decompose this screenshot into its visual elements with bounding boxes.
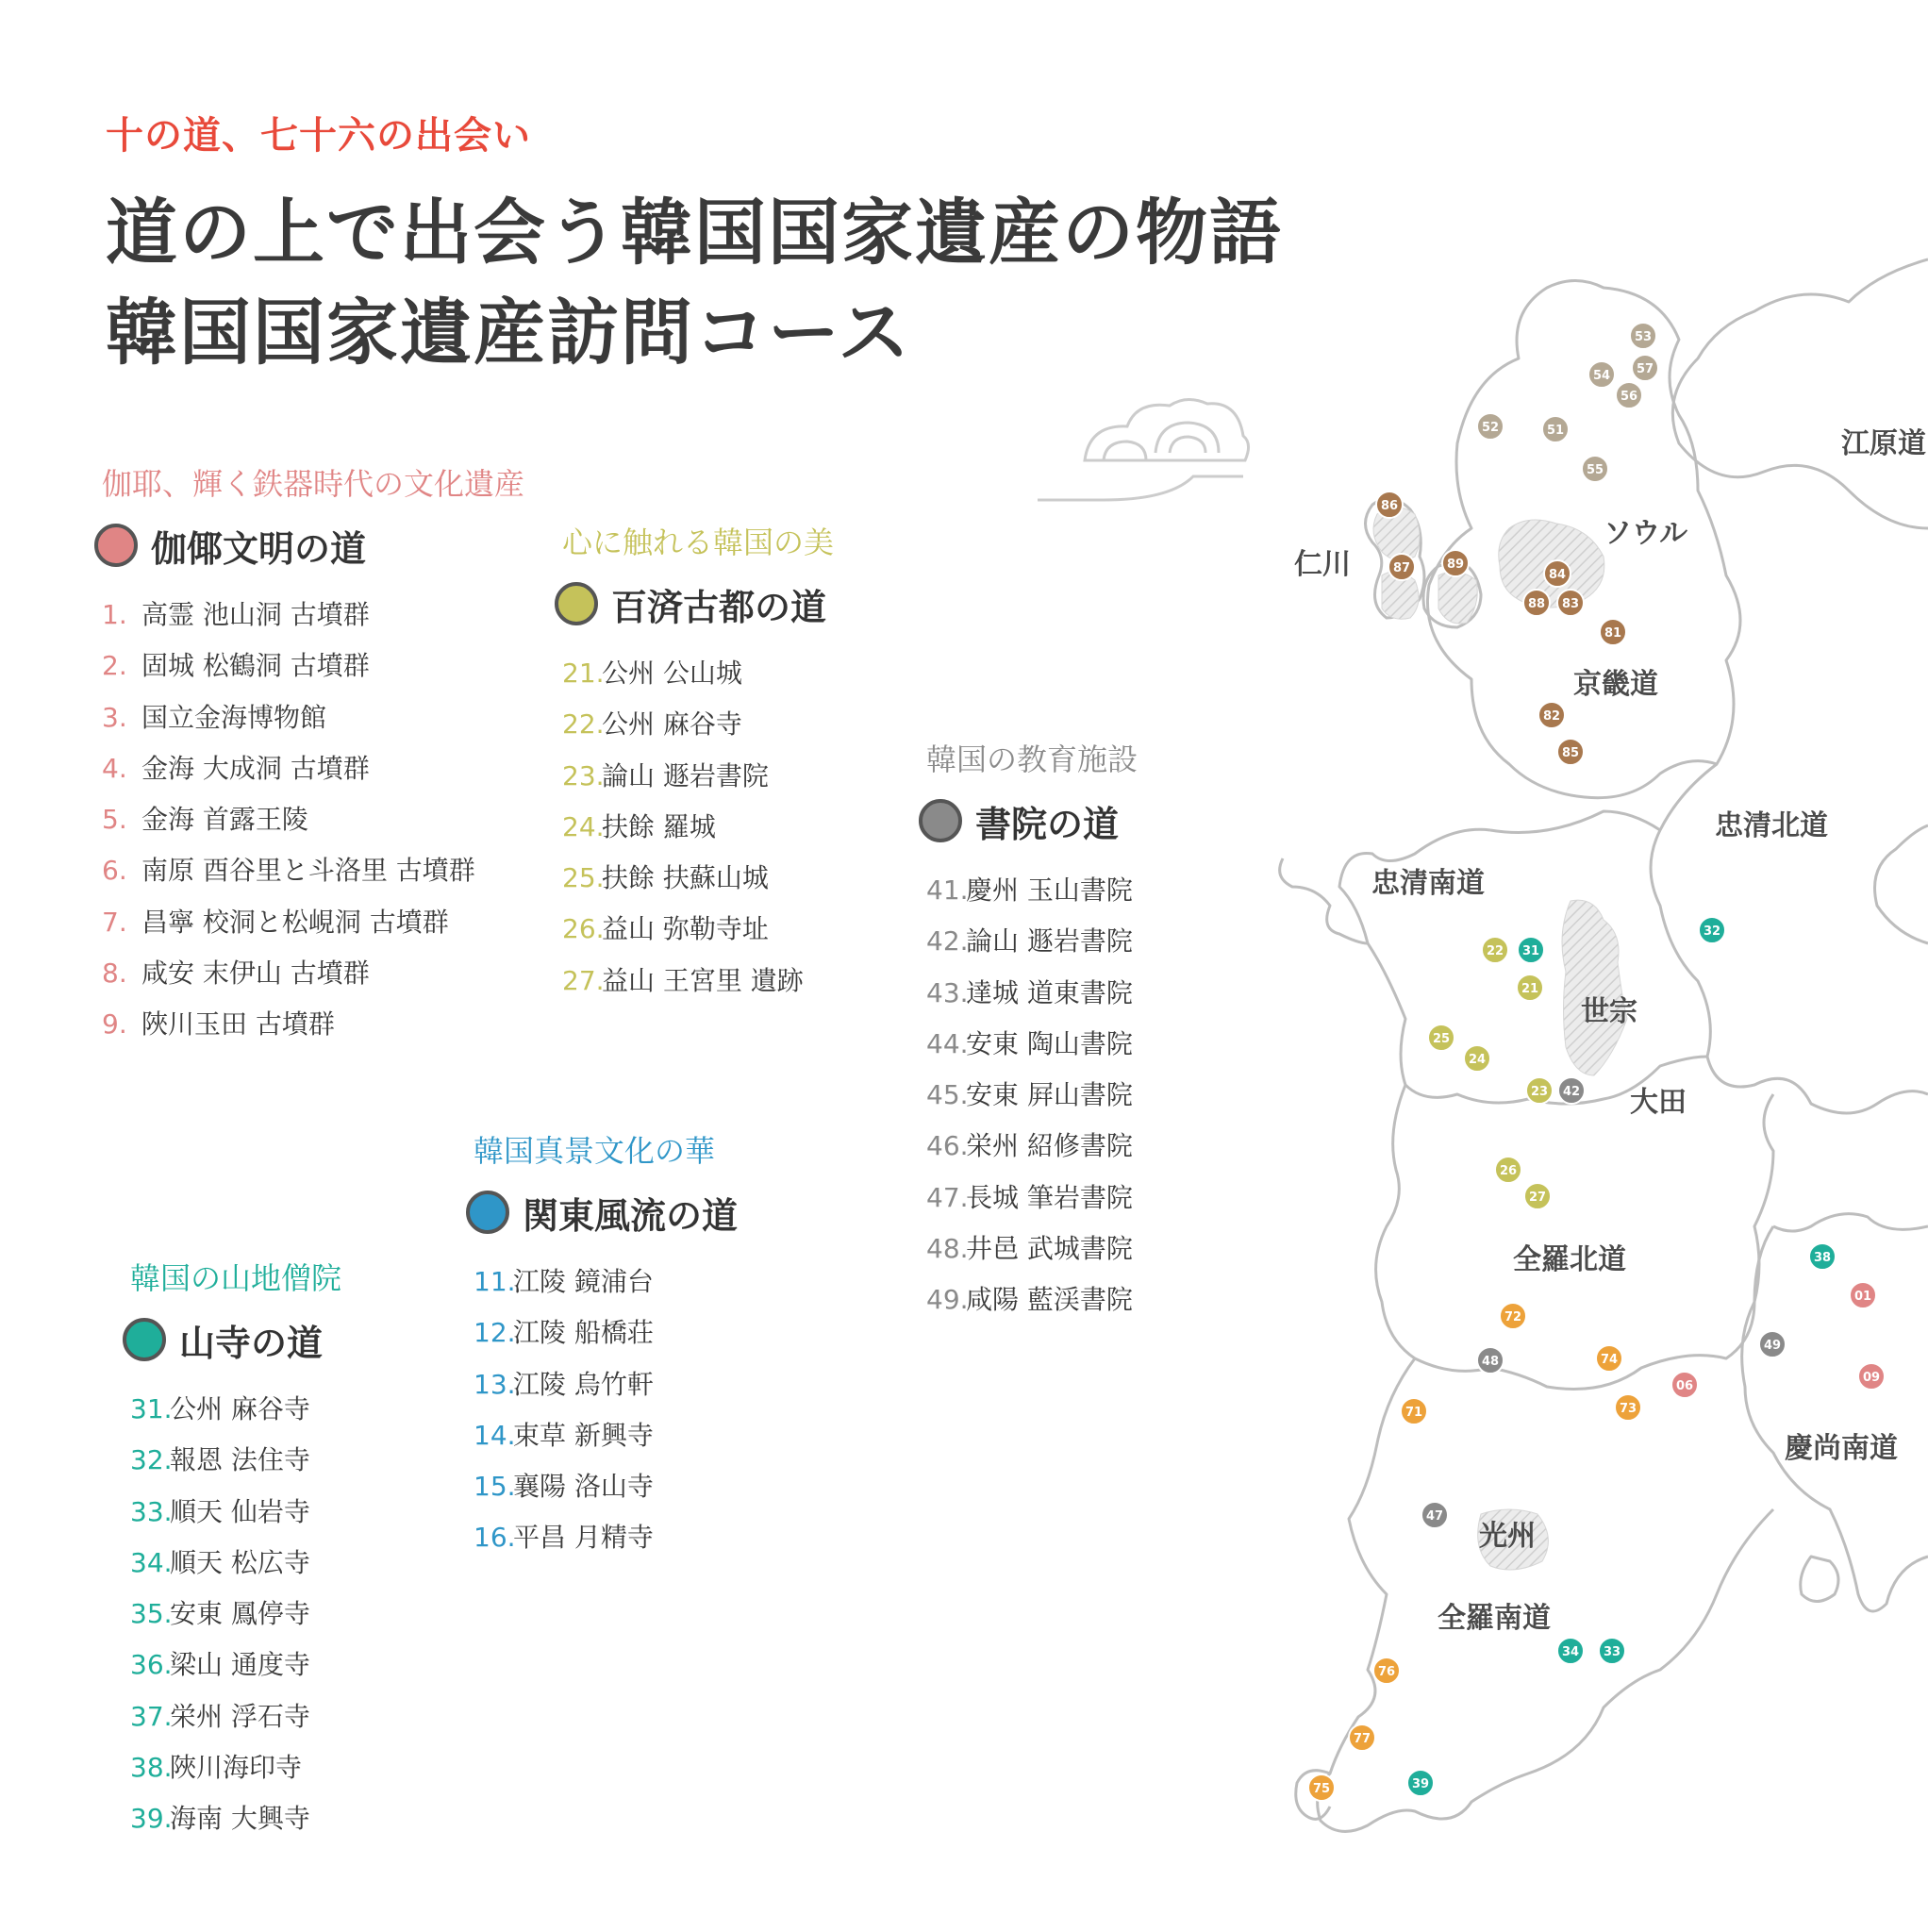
site-marker-label: 06 (1675, 1379, 1694, 1393)
site-marker-89[interactable] (1442, 550, 1469, 576)
route-name: 伽倻文明の道 (151, 527, 367, 570)
site-number: 24. (562, 810, 605, 842)
cloud-ornament (1038, 399, 1249, 500)
incheon-area-east (1438, 572, 1477, 624)
site-name: 慶州 玉山書院 (966, 874, 1133, 906)
site-marker-label: 82 (1542, 709, 1561, 724)
site-list-item (130, 1798, 341, 1849)
site-marker-47[interactable] (1421, 1502, 1448, 1528)
site-name: 報恩 法住寺 (170, 1444, 310, 1476)
site-marker-label: 33 (1603, 1645, 1621, 1659)
site-number: 35. (130, 1598, 173, 1630)
site-marker-26[interactable] (1495, 1157, 1521, 1183)
site-name: 安東 鳳停寺 (170, 1598, 310, 1630)
site-list-item (562, 858, 834, 908)
site-name: 扶餘 羅城 (602, 810, 716, 842)
site-marker-88[interactable] (1523, 590, 1550, 616)
site-list-item (926, 1024, 1138, 1074)
route-color-dot-icon (466, 1191, 509, 1234)
site-name: 咸陽 藍渓書院 (966, 1284, 1133, 1316)
site-marker-label: 86 (1380, 499, 1399, 513)
site-name: 陜川玉田 古墳群 (141, 1008, 335, 1041)
site-marker-87[interactable] (1388, 554, 1415, 580)
site-marker-label: 71 (1404, 1406, 1423, 1420)
legend-group-gaya (102, 460, 524, 1056)
legend-subtitle: 心に触れる韓国の美 (562, 525, 835, 560)
site-list-item (102, 748, 524, 799)
site-name: 公州 麻谷寺 (170, 1393, 310, 1424)
site-marker-label: 51 (1546, 424, 1565, 438)
site-list-item (926, 870, 1138, 921)
site-marker-label: 57 (1636, 362, 1654, 376)
site-name: 長城 筆岩書院 (966, 1181, 1133, 1213)
site-number: 25. (562, 862, 605, 894)
site-list-item (102, 594, 524, 645)
site-list-item (926, 1125, 1138, 1176)
site-list-item (562, 756, 834, 807)
site-list-item (102, 697, 524, 748)
site-marker-25[interactable] (1428, 1024, 1454, 1051)
site-name: 南原 酉谷里と斗洛里 古墳群 (141, 855, 475, 887)
route-site-list (926, 870, 1138, 1331)
site-name: 安東 陶山書院 (966, 1027, 1133, 1059)
sejong-area (1562, 900, 1627, 1075)
site-number: 32. (130, 1444, 173, 1476)
site-list-item (474, 1312, 738, 1363)
site-number: 43. (926, 976, 969, 1008)
site-marker-74[interactable] (1596, 1345, 1622, 1372)
route-site-list (562, 653, 834, 1011)
site-name: 栄州 浮石寺 (170, 1700, 310, 1732)
site-marker-label: 09 (1862, 1371, 1881, 1385)
site-number: 14. (474, 1419, 516, 1451)
site-marker-06[interactable] (1671, 1372, 1698, 1398)
site-name: 栄州 紹修書院 (966, 1130, 1133, 1162)
site-marker-label: 22 (1486, 944, 1504, 958)
site-number: 8. (102, 958, 127, 990)
site-name: 安東 屛山書院 (966, 1079, 1133, 1111)
legend-subtitle: 韓国の教育施設 (926, 741, 1139, 777)
site-marker-31[interactable] (1518, 937, 1544, 963)
site-marker-71[interactable] (1401, 1398, 1427, 1424)
site-marker-label: 25 (1432, 1032, 1451, 1046)
site-marker-75[interactable] (1308, 1774, 1335, 1801)
site-marker-label: 01 (1853, 1290, 1872, 1304)
site-list-item (130, 1696, 341, 1747)
site-number: 38. (130, 1752, 173, 1784)
legend-group-sansa (130, 1255, 341, 1850)
site-number: 37. (130, 1700, 173, 1732)
region-label-jeonnam: 全羅南道 (1438, 1602, 1551, 1635)
site-name: 平昌 月精寺 (513, 1522, 654, 1554)
route-site-list (130, 1389, 341, 1850)
site-marker-label: 48 (1481, 1355, 1500, 1369)
site-list-item (562, 704, 834, 755)
site-name: 公州 公山城 (602, 658, 742, 689)
site-list-item (130, 1389, 341, 1440)
legend-subtitle: 韓国真景文化の華 (474, 1133, 716, 1169)
site-name: 襄陽 洛山寺 (513, 1471, 654, 1503)
site-number: 21. (562, 658, 605, 689)
site-marker-56[interactable] (1616, 382, 1642, 408)
region-label-gyeongnam: 慶尚南道 (1785, 1432, 1898, 1465)
site-number: 31. (130, 1393, 173, 1424)
site-name: 江陵 鏡浦台 (513, 1266, 654, 1297)
site-marker-33[interactable] (1599, 1638, 1625, 1664)
region-label-incheon: 仁川 (1294, 548, 1351, 581)
site-number: 9. (102, 1008, 127, 1041)
site-number: 49. (926, 1284, 969, 1316)
site-name: 江陵 船橋荘 (513, 1317, 654, 1349)
site-marker-label: 87 (1392, 561, 1411, 575)
site-marker-81[interactable] (1600, 619, 1626, 645)
site-list-item (130, 1542, 341, 1593)
region-label-seoul: ソウル (1604, 517, 1688, 550)
site-marker-label: 27 (1528, 1191, 1547, 1205)
site-number: 44. (926, 1027, 969, 1059)
site-marker-label: 47 (1425, 1509, 1444, 1524)
legend-group-seowon (926, 736, 1138, 1331)
route-name: 書院の道 (975, 803, 1120, 845)
site-list-item (130, 1644, 341, 1695)
site-name: 高霊 池山洞 古墳群 (141, 599, 370, 630)
site-name: 海南 大興寺 (170, 1803, 310, 1835)
site-name: 咸安 末伊山 古墳群 (141, 958, 370, 990)
site-name: 梁山 通度寺 (170, 1649, 310, 1681)
site-marker-label: 34 (1561, 1645, 1580, 1659)
site-list-item (926, 1279, 1138, 1330)
site-marker-54[interactable] (1588, 361, 1615, 388)
legend-route-heading (555, 575, 834, 632)
site-marker-label: 31 (1521, 944, 1540, 958)
legend-subtitle: 伽耶、輝く鉄器時代の文化遺産 (102, 466, 525, 502)
site-marker-label: 38 (1813, 1251, 1832, 1265)
site-marker-label: 53 (1634, 330, 1653, 344)
site-list-item (926, 921, 1138, 972)
site-marker-77[interactable] (1349, 1724, 1375, 1751)
site-number: 3. (102, 701, 127, 733)
site-list-item (562, 807, 834, 858)
site-marker-label: 75 (1312, 1782, 1331, 1796)
site-list-item (130, 1491, 341, 1542)
site-number: 16. (474, 1522, 516, 1554)
site-number: 5. (102, 804, 127, 836)
site-marker-83[interactable] (1557, 590, 1584, 616)
site-name: 順天 仙岩寺 (170, 1495, 310, 1527)
region-label-sejong: 世宗 (1581, 995, 1637, 1028)
site-marker-label: 56 (1620, 390, 1638, 404)
site-number: 46. (926, 1130, 969, 1162)
legend-group-gwandong (474, 1127, 738, 1569)
site-list-item (562, 960, 834, 1011)
site-list-item (102, 645, 524, 696)
site-marker-label: 23 (1530, 1085, 1549, 1099)
legend-route-heading (94, 517, 524, 574)
site-marker-label: 55 (1586, 463, 1604, 477)
site-marker-label: 89 (1446, 558, 1465, 572)
route-color-dot-icon (919, 799, 962, 842)
site-list-item (926, 1228, 1138, 1279)
site-marker-52[interactable] (1477, 413, 1504, 440)
site-number: 13. (474, 1368, 516, 1400)
site-list-item (474, 1466, 738, 1517)
site-number: 39. (130, 1803, 173, 1835)
page-kicker: 十の道、七十六の出会い (106, 114, 531, 158)
site-marker-39[interactable] (1407, 1770, 1434, 1796)
page-subtitle: 韓国国家遺産訪問コース (106, 291, 912, 375)
site-marker-label: 81 (1604, 626, 1622, 641)
site-number: 4. (102, 752, 127, 784)
site-name: 江陵 烏竹軒 (513, 1368, 654, 1400)
site-marker-32[interactable] (1699, 917, 1725, 943)
legend-subtitle: 韓国の山地僧院 (130, 1260, 342, 1296)
site-list-item (562, 653, 834, 704)
site-list-item (130, 1593, 341, 1644)
site-list-item (926, 1177, 1138, 1228)
site-number: 48. (926, 1233, 969, 1265)
site-marker-49[interactable] (1759, 1331, 1786, 1357)
site-marker-label: 72 (1504, 1310, 1522, 1324)
site-number: 7. (102, 906, 127, 938)
region-label-chungbuk: 忠清北道 (1715, 809, 1828, 842)
site-name: 束草 新興寺 (513, 1419, 654, 1451)
site-marker-label: 21 (1521, 982, 1539, 996)
site-list-item (474, 1364, 738, 1415)
site-marker-55[interactable] (1582, 456, 1608, 482)
site-number: 26. (562, 913, 605, 945)
site-marker-73[interactable] (1615, 1394, 1641, 1421)
site-number: 36. (130, 1649, 173, 1681)
site-marker-48[interactable] (1477, 1347, 1504, 1374)
site-name: 井邑 武城書院 (966, 1233, 1133, 1265)
route-name: 関東風流の道 (523, 1194, 739, 1237)
site-number: 41. (926, 874, 969, 906)
site-marker-38[interactable] (1809, 1243, 1836, 1270)
site-list-item (926, 1074, 1138, 1125)
site-marker-85[interactable] (1557, 739, 1584, 765)
route-color-dot-icon (555, 582, 598, 625)
site-number: 45. (926, 1079, 969, 1111)
site-name: 金海 首露王陵 (141, 804, 308, 836)
route-color-dot-icon (94, 524, 138, 567)
legend-route-heading (123, 1311, 341, 1368)
site-name: 論山 遯岩書院 (966, 925, 1133, 958)
site-name: 公州 麻谷寺 (602, 708, 742, 741)
route-name: 百済古都の道 (611, 586, 827, 628)
site-number: 15. (474, 1471, 516, 1503)
site-list-item (130, 1440, 341, 1491)
region-label-gwangju: 光州 (1479, 1520, 1536, 1553)
site-number: 6. (102, 855, 127, 887)
site-marker-label: 32 (1703, 924, 1721, 939)
site-marker-42[interactable] (1558, 1077, 1585, 1104)
site-number: 2. (102, 650, 127, 682)
site-marker-57[interactable] (1632, 355, 1658, 381)
site-number: 33. (130, 1495, 173, 1527)
site-list-item (562, 908, 834, 959)
site-marker-label: 39 (1411, 1777, 1430, 1791)
route-site-list (102, 594, 524, 1056)
site-name: 扶餘 扶蘇山城 (602, 862, 769, 894)
site-marker-34[interactable] (1557, 1638, 1584, 1664)
site-number: 27. (562, 964, 605, 996)
site-number: 42. (926, 925, 969, 958)
site-marker-22[interactable] (1482, 937, 1508, 963)
legend-route-heading (466, 1184, 738, 1241)
site-name: 益山 王宮里 遺跡 (602, 964, 804, 996)
site-number: 34. (130, 1546, 173, 1578)
site-list-item (130, 1747, 341, 1798)
region-label-daejeon: 大田 (1630, 1086, 1687, 1119)
site-name: 国立金海博物館 (141, 701, 327, 733)
site-list-item (474, 1415, 738, 1466)
site-name: 順天 松広寺 (170, 1546, 310, 1578)
site-marker-label: 26 (1499, 1164, 1518, 1178)
site-number: 11. (474, 1266, 516, 1297)
legend-route-heading (919, 792, 1138, 849)
route-color-dot-icon (123, 1318, 166, 1361)
site-marker-label: 77 (1353, 1732, 1371, 1746)
site-list-item (926, 973, 1138, 1024)
page-title: 道の上で出会う韓国国家遺産の物語 (106, 191, 1283, 275)
site-number: 1. (102, 599, 127, 630)
site-marker-label: 73 (1619, 1402, 1637, 1416)
site-name: 益山 弥勒寺址 (602, 913, 769, 945)
site-marker-label: 54 (1592, 369, 1611, 383)
site-number: 22. (562, 708, 605, 741)
site-marker-label: 85 (1561, 746, 1580, 760)
site-number: 23. (562, 759, 605, 791)
site-marker-51[interactable] (1542, 416, 1569, 442)
route-site-list (474, 1261, 738, 1569)
site-marker-01[interactable] (1850, 1282, 1876, 1308)
site-name: 陜川海印寺 (170, 1752, 303, 1784)
site-list-item (474, 1261, 738, 1312)
legend-group-baekje (562, 519, 834, 1011)
site-marker-23[interactable] (1526, 1077, 1553, 1104)
site-marker-label: 84 (1548, 568, 1567, 582)
site-marker-label: 49 (1763, 1339, 1782, 1353)
site-name: 金海 大成洞 古墳群 (141, 752, 370, 784)
site-list-item (102, 850, 524, 901)
site-list-item (102, 799, 524, 850)
site-name: 昌寧 校洞と松峴洞 古墳群 (141, 906, 449, 938)
site-marker-label: 42 (1562, 1085, 1581, 1099)
site-marker-label: 83 (1561, 597, 1580, 611)
site-list-item (102, 953, 524, 1004)
site-marker-27[interactable] (1524, 1183, 1551, 1209)
site-list-item (474, 1517, 738, 1568)
site-marker-label: 52 (1481, 421, 1500, 435)
region-label-chungnam: 忠清南道 (1371, 867, 1485, 900)
site-name: 達城 道東書院 (966, 976, 1133, 1008)
site-marker-09[interactable] (1858, 1363, 1885, 1390)
site-list-item (102, 902, 524, 953)
site-marker-label: 24 (1468, 1053, 1487, 1067)
site-marker-86[interactable] (1376, 491, 1403, 518)
site-marker-76[interactable] (1373, 1657, 1400, 1684)
region-label-gyeonggi: 京畿道 (1573, 668, 1658, 701)
site-number: 47. (926, 1181, 969, 1213)
site-marker-label: 88 (1527, 597, 1546, 611)
route-name: 山寺の道 (179, 1322, 324, 1364)
site-marker-label: 76 (1377, 1665, 1396, 1679)
site-list-item (102, 1004, 524, 1055)
site-name: 論山 遯岩書院 (602, 759, 769, 791)
site-name: 固城 松鶴洞 古墳群 (141, 650, 370, 682)
site-marker-72[interactable] (1500, 1303, 1526, 1329)
site-marker-24[interactable] (1464, 1045, 1490, 1072)
site-marker-53[interactable] (1630, 323, 1656, 349)
site-marker-84[interactable] (1544, 560, 1571, 587)
region-label-gangwon: 江原道 (1841, 427, 1926, 460)
site-marker-label: 74 (1600, 1353, 1619, 1367)
region-label-jeonbuk: 全羅北道 (1513, 1243, 1626, 1276)
site-number: 12. (474, 1317, 516, 1349)
site-marker-21[interactable] (1517, 974, 1543, 1001)
site-marker-82[interactable] (1538, 702, 1565, 728)
